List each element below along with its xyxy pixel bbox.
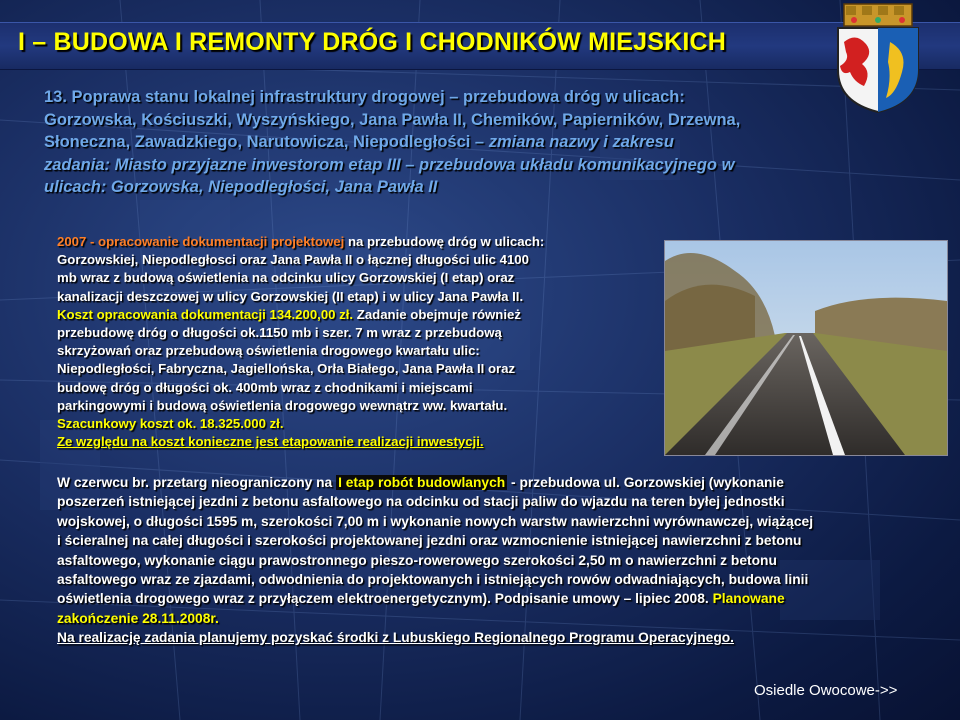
doc-text: Niepodległości, Fabryczna, Jagiellońska, Orła Białego, Jana Pawła II oraz [57,361,516,377]
doc-text: parkingowymi i budową oświetlenia drogowego wewnątrz ww. kwartału. [57,397,508,413]
documentation-paragraph [57,233,657,451]
tender-stage-highlight: I etap robót budowlanych [338,475,506,490]
staging-note: Ze względu na koszt konieczne jest etapowanie realizacji inwestycji. [57,434,484,450]
intro-line-italic: – zmiana nazwy i zakresu [470,133,674,151]
intro-line: 13. Poprawa stanu lokalnej infrastruktury drogowej – przebudowa dróg w ulicach: [44,88,685,106]
page-title: I – BUDOWA I REMONTY DRÓG I CHODNIKÓW MIEJSKICH [18,28,727,56]
doc-text: przebudowę dróg o długości ok.1150 mb i szer. 7 m wraz z przebudową [57,325,502,341]
doc-text: skrzyżowań oraz przebudową oświetlenia drogowego kwartału ulic: [57,343,480,359]
planned-completion: Planowane [712,591,785,607]
tender-text: wojskowej, o długości 1595 m, szerokości 7,00 m i wykonanie nowych warstw nawierzchni wyrównawczej, wiążącej [57,513,814,529]
doc-text: budowę dróg o długości ok. 400mb wraz z chodnikami i miejscami [57,379,473,395]
intro-line: Słoneczna, Zawadzkiego, Narutowicza, Niepodległości [44,133,471,151]
tender-text: i ścieralnej na całej długości i szerokości projektowanej jezdni oraz wzmocnienie istniejącej nawierzchni z betonu [57,533,802,549]
tender-text: W czerwcu br. przetarg nieograniczony na [57,475,337,490]
planned-completion-date: zakończenie 28.11.2008r. [57,610,219,626]
doc-text: kanalizacji deszczowej w ulicy Gorzowskiej (II etap) i w ulicy Jana Pawła II. [57,288,524,304]
doc-text: mb wraz z budową oświetlenia na odcinku ulicy Gorzowskiej (I etap) oraz [57,270,515,286]
doc-cost: Koszt opracowania dokumentacji 134.200,00 zł. [57,306,354,322]
coat-of-arms-icon [832,2,924,114]
intro-paragraph [44,86,844,199]
tender-text: asfaltowego wraz ze zjazdami, odwodnienia do projektowanych i istniejących rowów odwadniających, budowa linii [57,572,809,588]
intro-line-italic: Miasto przyjazne inwestorom etap III – przebudowa układu komunikacyjnego w [114,155,735,174]
intro-line-italic: zadania: [44,155,115,174]
doc-text: Zadanie obejmuje również [353,306,521,322]
doc-text: Gorzowskiej, Niepodległosci oraz Jana Pawła II o łącznej długości ulic 4100 [57,252,529,268]
next-slide-link[interactable]: Osiedle Owocowe->> [754,682,898,699]
doc-text-highlight: 2007 - opracowanie dokumentacji projektowej [57,234,345,249]
tender-text: asfaltowego, wykonanie ciągu prawostronnego pieszo-rowerowego szerokości 2,50 m o nawierzchni z betonu [57,552,777,568]
road-photo [664,240,948,456]
funding-note: Na realizację zadania planujemy pozyskać środki z Lubuskiego Regionalnego Programu Operacyjnego. [57,630,735,646]
tender-text: - przebudowa ul. Gorzowskiej (wykonanie [507,475,784,490]
tender-paragraph [57,473,937,648]
intro-line-italic: ulicach: Gorzowska, Niepodległości, Jana Pawła II [44,178,438,196]
doc-text: na przebudowę dróg w ulicach: [344,234,545,249]
intro-line: Gorzowska, Kościuszki, Wyszyńskiego, Jana Pawła II, Chemików, Papierników, Drzewna, [44,110,741,129]
estimated-cost: Szacunkowy koszt ok. 18.325.000 zł. [57,416,284,432]
tender-text: poszerzeń istniejącej jezdni z betonu asfaltowego na odcinku od stacji paliw do wjazdu na teren byłej jednostki [57,494,785,510]
tender-text: oświetlenia drogowego wraz z przyłączem elektroenergetycznym). Podpisanie umowy – lipiec 2008. [57,591,713,607]
